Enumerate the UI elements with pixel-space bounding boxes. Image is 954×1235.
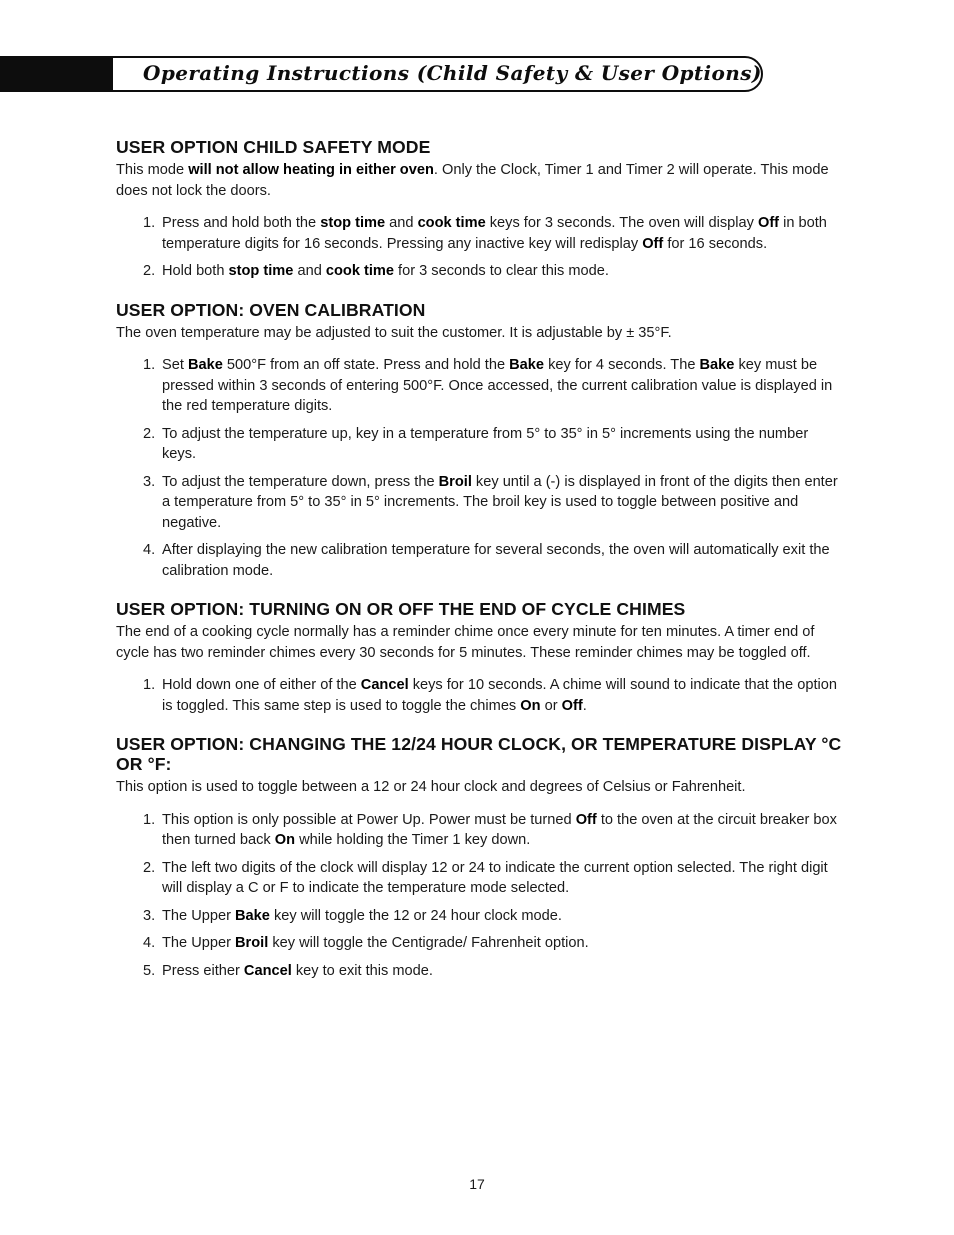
- step-number: 1.: [143, 811, 156, 828]
- section-heading: USER OPTION: CHANGING THE 12/24 HOUR CLOCK, OR TEMPERATURE DISPLAY °C OR °F:: [116, 734, 842, 774]
- text-run: The end of a cooking cycle normally has a reminder chime once every minute for ten minutes. A timer end of cycle has two reminder chimes every 30 seconds for 5 minutes. These reminder chimes may be toggled off.: [116, 624, 815, 661]
- bold-term: On: [274, 832, 296, 848]
- text-run: Press either: [162, 962, 244, 979]
- text-run: The left two digits of the clock will display 12 or 24 to indicate the current option selected. The right digit will display a C or F to indicate the temperature mode selected.: [162, 859, 828, 896]
- bold-term: Bake: [187, 357, 223, 373]
- list-item: [116, 906, 842, 927]
- text-run: key must be pressed within 3 seconds of entering 500°F. Once accessed, the current calibration value is displayed in the red temperature digits.: [162, 357, 833, 414]
- text-run: . Only the Clock, Timer 1 and Timer 2 will operate. This mode does not lock the doors.: [116, 162, 829, 199]
- bold-term: Bake: [699, 357, 735, 373]
- step-number: 5.: [143, 962, 156, 979]
- bold-term: Off: [575, 811, 597, 828]
- list-item: [116, 933, 842, 954]
- section: [116, 300, 842, 582]
- page-title: Operating Instructions (Child Safety & User Options): [143, 61, 762, 85]
- header-title-box: [111, 56, 763, 92]
- step-number: 2.: [143, 263, 156, 279]
- text-run: keys for 10 seconds. A chime will sound to indicate that the option is toggled. This same step is used to toggle the chimes: [162, 677, 837, 714]
- step-list: [116, 355, 842, 581]
- bold-term: Cancel: [243, 962, 292, 979]
- bold-term: Bake: [235, 907, 270, 924]
- bold-term: Broil: [438, 473, 472, 490]
- section: [116, 734, 842, 981]
- text-run: The Upper: [162, 935, 236, 951]
- step-list: [116, 675, 842, 716]
- text-run: to the oven at the circuit breaker box then turned back: [162, 811, 837, 848]
- text-run: 500°F from an off state. Press and hold the: [222, 357, 510, 373]
- text-run: After displaying the new calibration temperature for several seconds, the oven will automatically exit the calibration mode.: [162, 542, 830, 579]
- text-run: Press and hold both the: [162, 215, 321, 231]
- bold-term: Bake: [509, 357, 545, 373]
- list-item: [116, 810, 842, 851]
- section-intro: [116, 323, 842, 344]
- bold-term: stop time: [320, 215, 386, 231]
- section-heading: USER OPTION: OVEN CALIBRATION: [116, 299, 426, 320]
- text-run: key to exit this mode.: [291, 962, 433, 979]
- step-number: 1.: [143, 677, 156, 693]
- text-run: To adjust the temperature down, press the: [162, 473, 439, 490]
- step-list: [116, 810, 842, 982]
- page-number: 17: [469, 1176, 485, 1192]
- text-run: and: [385, 215, 418, 231]
- bold-term: Cancel: [360, 677, 409, 693]
- list-item: [116, 213, 842, 254]
- step-number: 1.: [143, 215, 156, 231]
- text-run: and: [293, 263, 326, 279]
- text-run: while holding the Timer 1 key down.: [295, 832, 531, 848]
- section-heading: USER OPTION: TURNING ON OR OFF THE END OF CYCLE CHIMES: [116, 599, 686, 619]
- section-intro: [116, 622, 842, 663]
- bold-term: stop time: [228, 263, 294, 279]
- bold-term: will not allow heating in either oven: [188, 162, 434, 178]
- bold-term: cook time: [417, 215, 486, 231]
- section: [116, 137, 842, 282]
- step-number: 2.: [143, 859, 156, 876]
- text-run: The oven temperature may be adjusted to suit the customer. It is adjustable by ± 35°F.: [116, 324, 672, 341]
- document-body: [116, 137, 842, 999]
- text-run: The Upper: [162, 907, 236, 924]
- bold-term: On: [520, 697, 541, 714]
- list-item: [116, 355, 842, 417]
- bold-term: Off: [642, 235, 664, 252]
- section-intro: [116, 777, 842, 798]
- text-run: for 3 seconds to clear this mode.: [394, 263, 609, 279]
- list-item: [116, 472, 842, 534]
- text-run: keys for 3 seconds. The oven will display: [485, 215, 758, 231]
- list-item: [116, 261, 842, 282]
- bold-term: Off: [757, 215, 780, 231]
- list-item: [116, 424, 842, 465]
- bold-term: Broil: [235, 935, 269, 951]
- header-black-band: [0, 56, 112, 92]
- text-run: This option is only possible at Power Up. Power must be turned: [162, 811, 576, 828]
- text-run: This mode: [116, 162, 189, 178]
- step-number: 2.: [143, 425, 156, 442]
- list-item: [116, 675, 842, 716]
- text-run: key for 4 seconds. The: [544, 357, 700, 373]
- step-number: 3.: [143, 473, 156, 490]
- list-item: [116, 961, 842, 982]
- text-run: key will toggle the 12 or 24 hour clock mode.: [269, 907, 562, 924]
- text-run: or: [540, 697, 562, 714]
- step-number: 3.: [143, 907, 156, 924]
- list-item: [116, 540, 842, 581]
- section-heading: USER OPTION CHILD SAFETY MODE: [116, 137, 431, 157]
- section: [116, 599, 842, 716]
- text-run: This option is used to toggle between a 12 or 24 hour clock and degrees of Celsius or Fahrenheit.: [116, 779, 746, 795]
- bold-term: cook time: [325, 263, 394, 279]
- text-run: To adjust the temperature up, key in a temperature from 5° to 35° in 5° increments using the number keys.: [162, 425, 809, 462]
- text-run: .: [582, 697, 587, 714]
- text-run: Hold both: [162, 263, 229, 279]
- text-run: Hold down one of either of the: [162, 677, 361, 693]
- step-list: [116, 213, 842, 282]
- text-run: Set: [162, 357, 188, 373]
- text-run: key until a (-) is displayed in front of the digits then enter a temperature from 5° to 35° in 5° increments. The broil key is used to toggle between positive and negative.: [162, 473, 838, 531]
- text-run: key will toggle the Centigrade/ Fahrenheit option.: [268, 935, 589, 951]
- step-number: 4.: [143, 542, 156, 558]
- text-run: in both temperature digits for 16 seconds. Pressing any inactive key will redisplay: [162, 215, 827, 252]
- section-intro: [116, 160, 842, 201]
- step-number: 4.: [143, 935, 156, 951]
- step-number: 1.: [143, 357, 156, 373]
- list-item: [116, 858, 842, 899]
- text-run: for 16 seconds.: [663, 235, 768, 252]
- bold-term: Off: [561, 697, 583, 714]
